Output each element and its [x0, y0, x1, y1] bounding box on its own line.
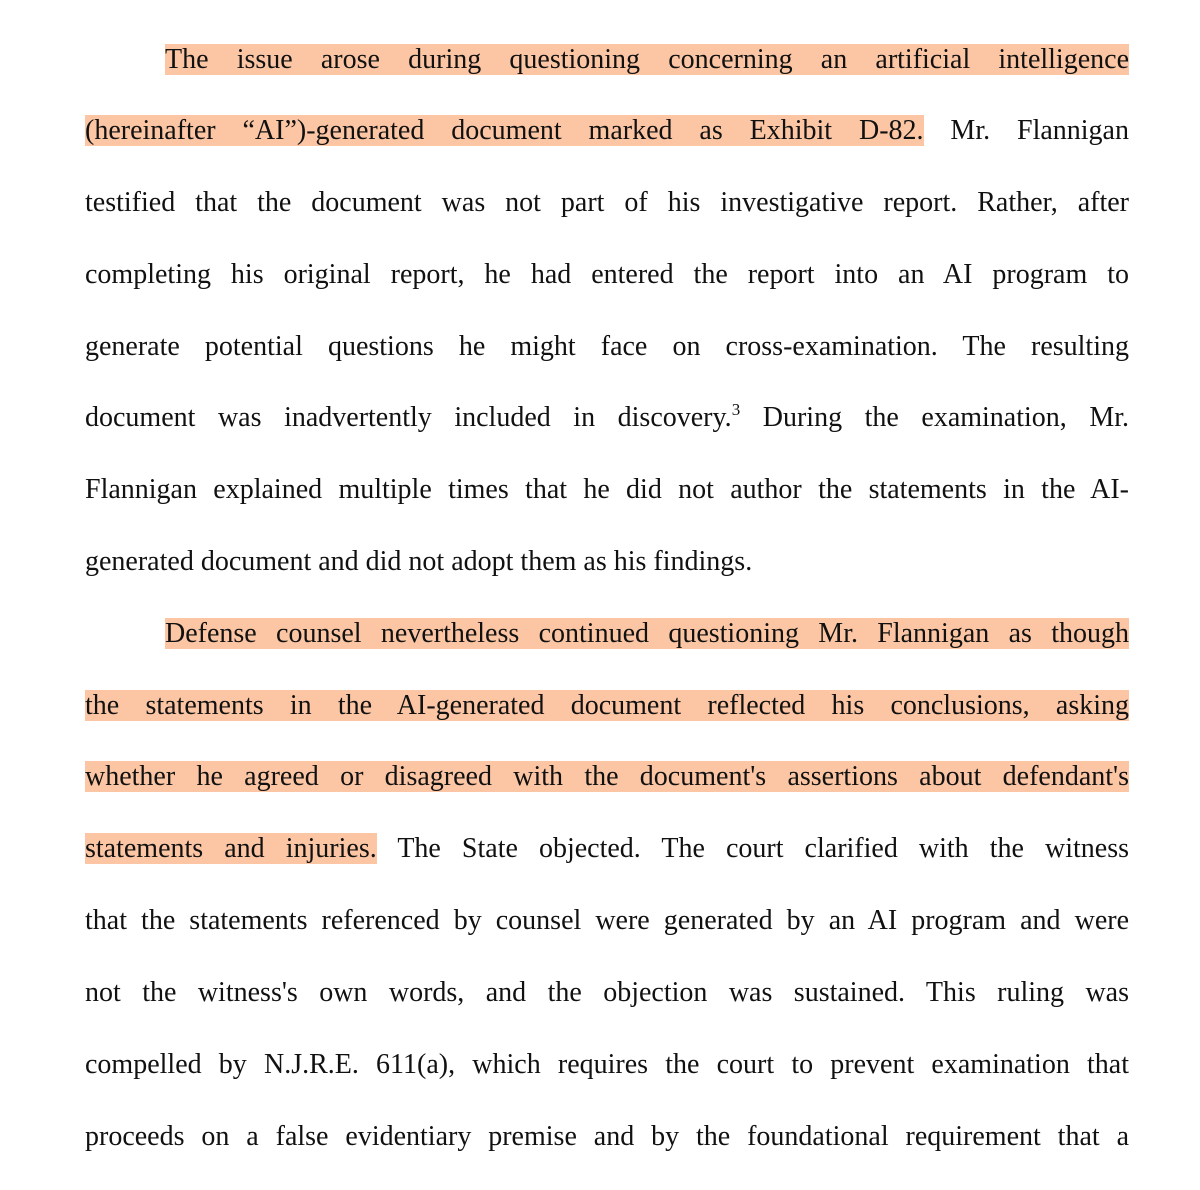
body-text: During the examination, Mr.	[762, 402, 1130, 433]
body-text: Mr. Flannigan	[950, 115, 1129, 146]
body-text: The State objected. The court clarified with the witness	[397, 833, 1130, 864]
paragraph-2-line-6: not the witness's own words, and the objection was sustained. This ruling was	[85, 977, 1129, 1008]
highlighted-text: whether he agreed or disagreed with the document's assertions about defendant's	[85, 761, 1129, 792]
paragraph-2-line-3	[85, 759, 1129, 795]
paragraph-2-line-7: compelled by N.J.R.E. 611(a), which requires the court to prevent examination that	[85, 1049, 1129, 1080]
paragraph-1-line-3: testified that the document was not part of his investigative report. Rather, after	[85, 187, 1129, 218]
paragraph-2-line-5: that the statements referenced by counsel were generated by an AI program and were	[85, 905, 1129, 936]
paragraph-1-line-8: generated document and did not adopt them as his findings.	[85, 546, 753, 577]
footnote-reference[interactable]: 3	[731, 400, 741, 419]
paragraph-2-line-8: proceeds on a false evidentiary premise and by the foundational requirement that a	[85, 1121, 1129, 1152]
paragraph-1-line-2	[85, 113, 1129, 149]
paragraph-2-line-2	[85, 688, 1129, 724]
paragraph-1-line-1	[165, 42, 1129, 78]
paragraph-1-line-6	[85, 400, 1129, 436]
paragraph-1-line-7: Flannigan explained multiple times that he did not author the statements in the AI-	[85, 474, 1129, 505]
body-text: document was inadvertently included in discovery.	[85, 402, 732, 433]
paragraph-2-line-4	[85, 831, 1129, 867]
paragraph-1-line-5: generate potential questions he might face on cross-examination. The resulting	[85, 331, 1129, 362]
paragraph-1-line-4: completing his original report, he had entered the report into an AI program to	[85, 259, 1129, 290]
highlighted-text: statements and injuries.	[85, 833, 377, 864]
highlighted-text: The issue arose during questioning concerning an artificial intelligence	[165, 44, 1129, 75]
highlighted-text: (hereinafter “AI”)-generated document marked as Exhibit D-82.	[85, 115, 924, 146]
highlighted-text: the statements in the AI-generated document reflected his conclusions, asking	[85, 690, 1129, 721]
highlighted-text: Defense counsel nevertheless continued questioning Mr. Flannigan as though	[165, 618, 1129, 649]
paragraph-2-line-1	[165, 616, 1129, 652]
